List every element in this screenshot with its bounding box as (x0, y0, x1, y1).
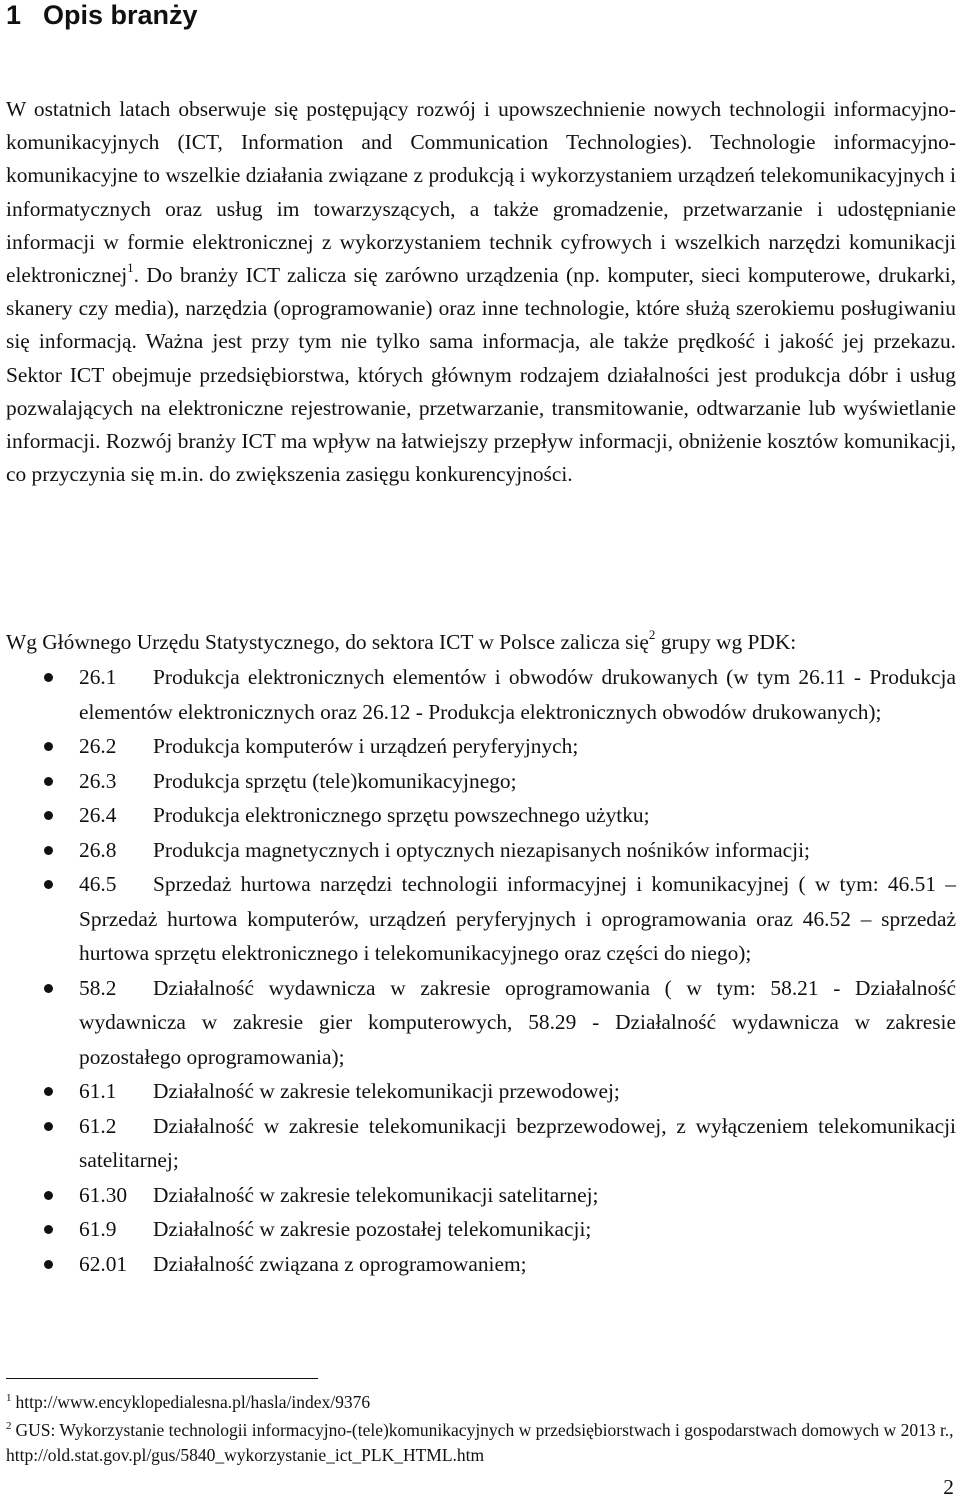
list-item (0, 798, 956, 833)
pkd-description: Działalność w zakresie telekomunikacji bezprzewodowej, z wyłączeniem telekomunikacji satelitarnej; (79, 1113, 956, 1172)
list-item (0, 729, 956, 764)
intro-text-part1: W ostatnich latach obserwuje się postępujący rozwój i upowszechnienie nowych technologii informacyjno-komunikacyjnych (ICT, Information and Communication Technologies). Technologie informacyjno-komunikacyjne to wszelkie działania związane z produkcją i wykorzystaniem urządzeń telekomunikacyjnych i informatycznych oraz usług im towarzyszących, a także gromadzenie, przetwarzanie i udostępnianie informacji w formie elektronicznej z wykorzystaniem technik cyfrowych i wszelkich narzędzi komunikacji elektronicznej (6, 97, 956, 288)
bullet-icon (44, 1191, 53, 1200)
list-item (0, 1178, 956, 1213)
footnote-2-text: GUS: Wykorzystanie technologii informacyjno-(tele)komunikacyjnych w przedsiębiorstwach i gospodarstwach domowych w 2013 r., http://old.stat.gov.pl/gus/5840_wykorzystanie_ict_PLK_HTML.htm (6, 1420, 954, 1465)
section-heading (6, 0, 198, 30)
pkd-intro-text-part1: Wg Głównego Urzędu Statystycznego, do sektora ICT w Polsce zalicza się (6, 630, 649, 654)
footnote-separator (6, 1378, 318, 1379)
pkd-code: 46.5 (79, 872, 117, 896)
pkd-description: Produkcja magnetycznych i optycznych niezapisanych nośników informacji; (153, 837, 810, 862)
bullet-icon (44, 811, 53, 820)
pkd-code: 61.9 (79, 1217, 117, 1241)
list-item (0, 1109, 956, 1178)
footnote-reference-1[interactable]: 1 (127, 259, 134, 275)
pkd-group-list (0, 660, 956, 1281)
pkd-description: Działalność w zakresie pozostałej telekomunikacji; (153, 1217, 592, 1241)
footnote-2-marker: 2 (6, 1420, 12, 1433)
footnote-1 (6, 1390, 956, 1415)
pkd-code: 26.3 (79, 768, 117, 793)
pkd-code: 26.8 (79, 837, 117, 862)
intro-text-part2: . Do branży ICT zalicza się zarówno urządzenia (np. komputer, sieci komputerowe, drukarki, skanery czy media), narzędzia (oprogramowanie) oraz inne technologie, które służą szerokiemu posługiwaniu się informacją. Ważna jest przy tym nie tylko sama informacja, ale także prędkość i jakość jej przekazu. Sektor ICT obejmuje przedsiębiorstwa, których głównym rodzajem działalności jest produkcja dóbr i usług pozwalających na elektroniczne rejestrowanie, przetwarzanie, transmitowanie, odtwarzanie lub wyświetlanie informacji. Rozwój branży ICT ma wpływ na łatwiejszy przepływ informacji, obniżenie kosztów komunikacji, co przyczynia się m.in. do zwiększenia zasięgu konkurencyjności. (6, 263, 956, 487)
pkd-code: 61.30 (79, 1182, 128, 1207)
list-item (0, 833, 956, 868)
footnote-1-marker: 1 (6, 1392, 12, 1405)
list-item (0, 764, 956, 799)
section-title: Opis branży (43, 0, 198, 30)
pkd-description: Działalność wydawnicza w zakresie oprogramowania ( w tym: 58.21 - Działalność wydawnicza w zakresie gier komputerowych, 58.29 - Działalność wydawnicza w zakresie pozostałego oprogramowania); (79, 975, 956, 1069)
pkd-code: 26.1 (79, 665, 117, 689)
pkd-description: Działalność w zakresie telekomunikacji satelitarnej; (153, 1182, 599, 1207)
bullet-icon (44, 777, 53, 786)
footnote-reference-2[interactable]: 2 (648, 626, 656, 642)
pkd-intro-paragraph (6, 626, 956, 659)
page-number: 2 (943, 1475, 954, 1499)
pkd-code: 26.4 (79, 803, 117, 827)
bullet-icon (44, 846, 53, 855)
list-item (0, 1212, 956, 1247)
pkd-description: Produkcja elektronicznych elementów i obwodów drukowanych (w tym 26.11 - Produkcja elementów elektronicznych oraz 26.12 - Produkcja elektronicznych obwodów drukowanych); (79, 665, 956, 724)
list-item (0, 1247, 956, 1282)
bullet-icon (44, 1122, 53, 1131)
pkd-description: Produkcja komputerów i urządzeń peryferyjnych; (153, 734, 579, 758)
pkd-code: 61.2 (79, 1113, 117, 1138)
bullet-icon (44, 673, 53, 682)
pkd-code: 58.2 (79, 975, 117, 1000)
pkd-code: 62.01 (79, 1251, 128, 1276)
list-item (0, 660, 956, 729)
pkd-description: Produkcja elektronicznego sprzętu powszechnego użytku; (153, 803, 650, 827)
pkd-intro-text-part2: grupy wg PDK: (655, 630, 797, 654)
pkd-code: 61.1 (79, 1079, 117, 1103)
pkd-code: 26.2 (79, 734, 117, 758)
bullet-icon (44, 742, 53, 751)
section-number: 1 (6, 0, 22, 30)
bullet-icon (44, 1087, 53, 1096)
list-item (0, 867, 956, 971)
footnote-2 (6, 1418, 956, 1468)
intro-paragraph (6, 93, 956, 491)
list-item (0, 971, 956, 1075)
bullet-icon (44, 1260, 53, 1269)
list-item (0, 1074, 956, 1109)
bullet-icon (44, 1225, 53, 1234)
pkd-description: Działalność związana z oprogramowaniem; (153, 1251, 527, 1276)
footnote-1-text[interactable]: http://www.encyklopedialesna.pl/hasla/index/9376 (15, 1392, 371, 1412)
pkd-description: Działalność w zakresie telekomunikacji przewodowej; (153, 1079, 620, 1103)
bullet-icon (44, 984, 53, 993)
pkd-description: Sprzedaż hurtowa narzędzi technologii informacyjnej i komunikacyjnej ( w tym: 46.51 – Sprzedaż hurtowa komputerów, urządzeń peryferyjnych i oprogramowania oraz 46.52 – sprzedaż hurtowa sprzętu elektronicznego i telekomunikacyjnego oraz części do niego); (79, 872, 956, 965)
bullet-icon (44, 880, 53, 889)
pkd-description: Produkcja sprzętu (tele)komunikacyjnego; (153, 768, 517, 793)
